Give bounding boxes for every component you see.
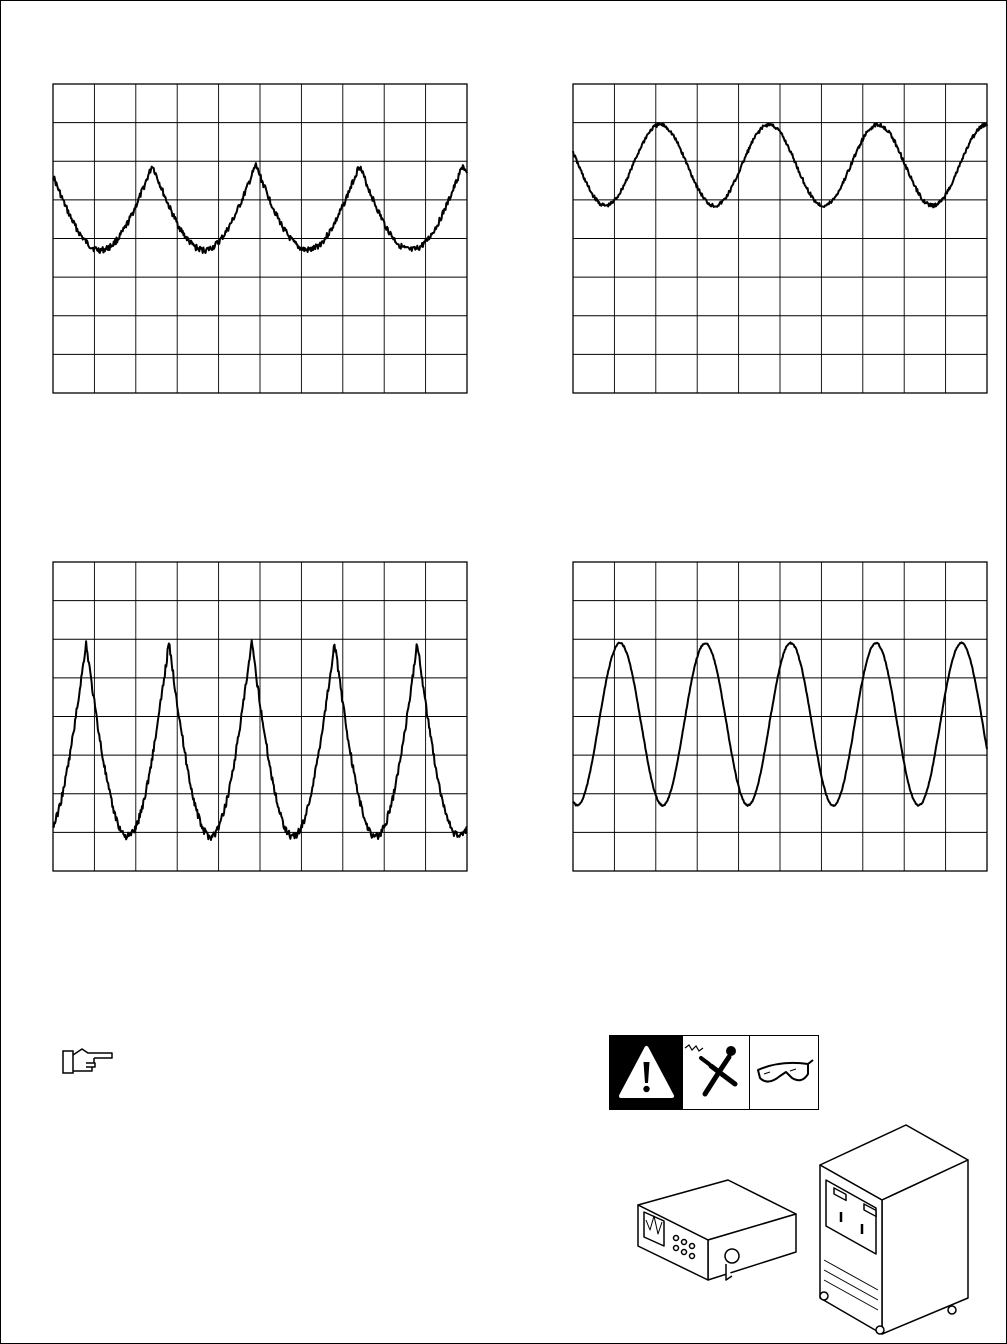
scope-waveform-top-left: [52, 83, 468, 394]
scope-waveform-bottom-left-graph: [52, 561, 468, 872]
scope-waveform-top-left-graph: [52, 83, 468, 394]
pointing-hand-icon: [62, 1045, 116, 1080]
scope-waveform-bottom-right: [572, 561, 988, 872]
welding-power-source-illustration: [820, 1125, 968, 1334]
warning-triangle-icon: [610, 1036, 683, 1109]
oscilloscope-illustration: [638, 1180, 796, 1280]
electric-shock-icon: [683, 1036, 750, 1109]
scope-waveform-top-right-graph: [572, 83, 988, 394]
safety-symbols: [609, 1035, 819, 1110]
scope-waveform-bottom-right-graph: [572, 561, 988, 872]
scope-waveform-bottom-left: [52, 561, 468, 872]
safety-glasses-icon: [750, 1036, 818, 1109]
scope-waveform-top-right: [572, 83, 988, 394]
equipment-illustration: [636, 1120, 976, 1340]
